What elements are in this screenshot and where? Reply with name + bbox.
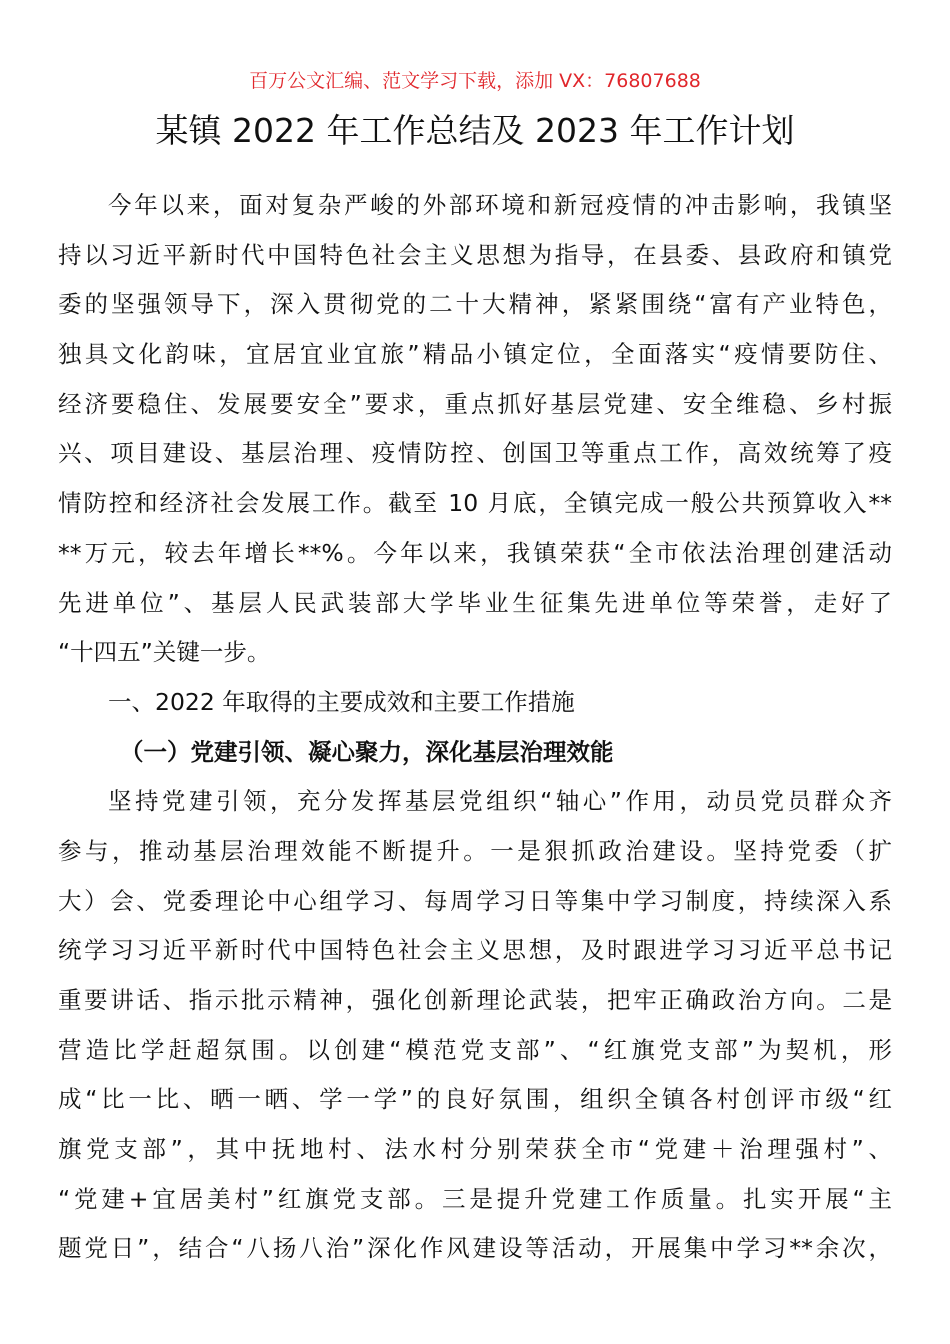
text-line: 题党日”，结合“八扬八治”深化作风建设等活动，开展集中学习**余次， xyxy=(58,1234,892,1263)
text-line: 经济要稳住、发展要安全”要求，重点抓好基层党建、安全维稳、乡村振 xyxy=(58,389,892,418)
text-line: 兴、项目建设、基层治理、疫情防控、创国卫等重点工作，高效统筹了疫 xyxy=(58,439,892,468)
text-line: “党建+宜居美村”红旗党支部。三是提升党建工作质量。扎实开展“主 xyxy=(58,1184,892,1213)
text-line: 重要讲话、指示批示精神，强化创新理论武装，把牢正确政治方向。二是 xyxy=(58,986,892,1014)
text-line: 旗党支部”，其中抚地村、法水村分别荣获全市“党建＋治理强村”、 xyxy=(58,1135,892,1164)
text-line: 成“比一比、晒一晒、学一学”的良好氛围，组织全镇各村创评市级“红 xyxy=(58,1085,892,1114)
text-line: 委的坚强领导下，深入贯彻党的二十大精神，紧紧围绕“富有产业特色， xyxy=(58,290,892,319)
document-body xyxy=(58,181,892,1274)
text-line: “十四五”关键一步。 xyxy=(58,638,271,667)
text-line: 持以习近平新时代中国特色社会主义思想为指导，在县委、县政府和镇党 xyxy=(58,240,892,269)
text-line: 大）会、党委理论中心组学习、每周学习日等集中学习制度，持续深入系 xyxy=(58,886,892,915)
paragraph-intro xyxy=(58,181,892,678)
paragraph-party-building xyxy=(58,777,892,1274)
text-line: **万元，较去年增长**%。今年以来，我镇荣获“全市依法治理创建活动 xyxy=(58,538,892,567)
text-line: 参与，推动基层治理效能不断提升。一是狠抓政治建设。坚持党委（扩 xyxy=(58,836,892,865)
text-line: 营造比学赶超氛围。以创建“模范党支部”、“红旗党支部”为契机，形 xyxy=(58,1035,892,1064)
text-line: 情防控和经济社会发展工作。截至 10 月底，全镇完成一般公共预算收入** xyxy=(58,489,892,518)
text-line: 坚持党建引领，充分发挥基层党组织“轴心”作用，动员党员群众齐 xyxy=(108,787,892,816)
text-line: 今年以来，面对复杂严峻的外部环境和新冠疫情的冲击影响，我镇坚 xyxy=(108,191,892,219)
document-title: 某镇 2022 年工作总结及 2023 年工作计划 xyxy=(155,111,795,150)
section-heading: 一、2022 年取得的主要成效和主要工作措施 xyxy=(108,687,575,716)
text-line: 统学习习近平新时代中国特色社会主义思想，及时跟进学习习近平总书记 xyxy=(58,936,892,965)
text-line: 先进单位”、基层人民武装部大学毕业生征集先进单位等荣誉，走好了 xyxy=(58,588,892,617)
subsection-heading: （一）党建引领、凝心聚力，深化基层治理效能 xyxy=(120,737,614,766)
watermark-banner: 百万公文汇编、范文学习下载，添加 VX：76807688 xyxy=(249,70,701,92)
text-line: 独具文化韵味，宜居宜业宜旅”精品小镇定位，全面落实“疫情要防住、 xyxy=(58,340,892,369)
